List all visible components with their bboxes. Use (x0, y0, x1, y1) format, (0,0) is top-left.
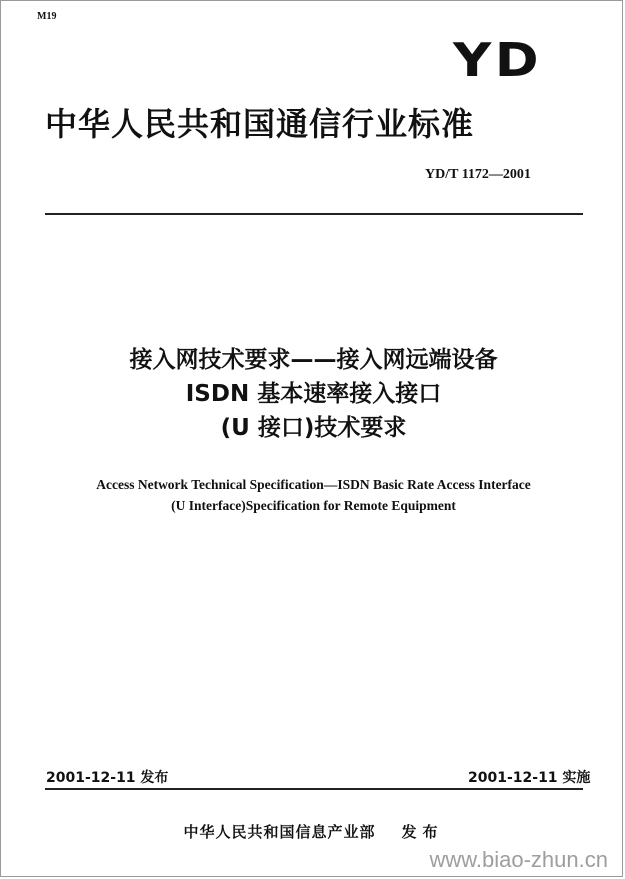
publisher-name: 中华人民共和国信息产业部 (183, 823, 376, 841)
title-cn-line2: ISDN 基本速率接入接口 (185, 381, 442, 407)
header-divider (45, 213, 583, 215)
title-en-line1: Access Network Technical Specification—ISDN Basic Rate Access Interface (96, 477, 531, 492)
title-cn-line3: (U 接口)技术要求 (220, 415, 407, 441)
release-date: 2001-12-11 发布 (46, 770, 169, 786)
title-cn-line1: 接入网技术要求——接入网远端设备 (129, 347, 498, 373)
publisher-line (1, 821, 625, 842)
issue-label: 发布 (401, 823, 444, 841)
watermark: www.biao-zhun.cn (429, 847, 608, 872)
title-en-line2: (U Interface)Specification for Remote Equipment (171, 498, 456, 513)
standard-number: YD/T 1172—2001 (425, 167, 531, 182)
effective-date: 2001-12-11 实施 (468, 770, 591, 786)
footer-divider (45, 788, 583, 790)
yd-logo: YD (453, 33, 543, 87)
standard-title: 中华人民共和国通信行业标准 (45, 105, 475, 143)
category-code: M19 (37, 11, 57, 22)
